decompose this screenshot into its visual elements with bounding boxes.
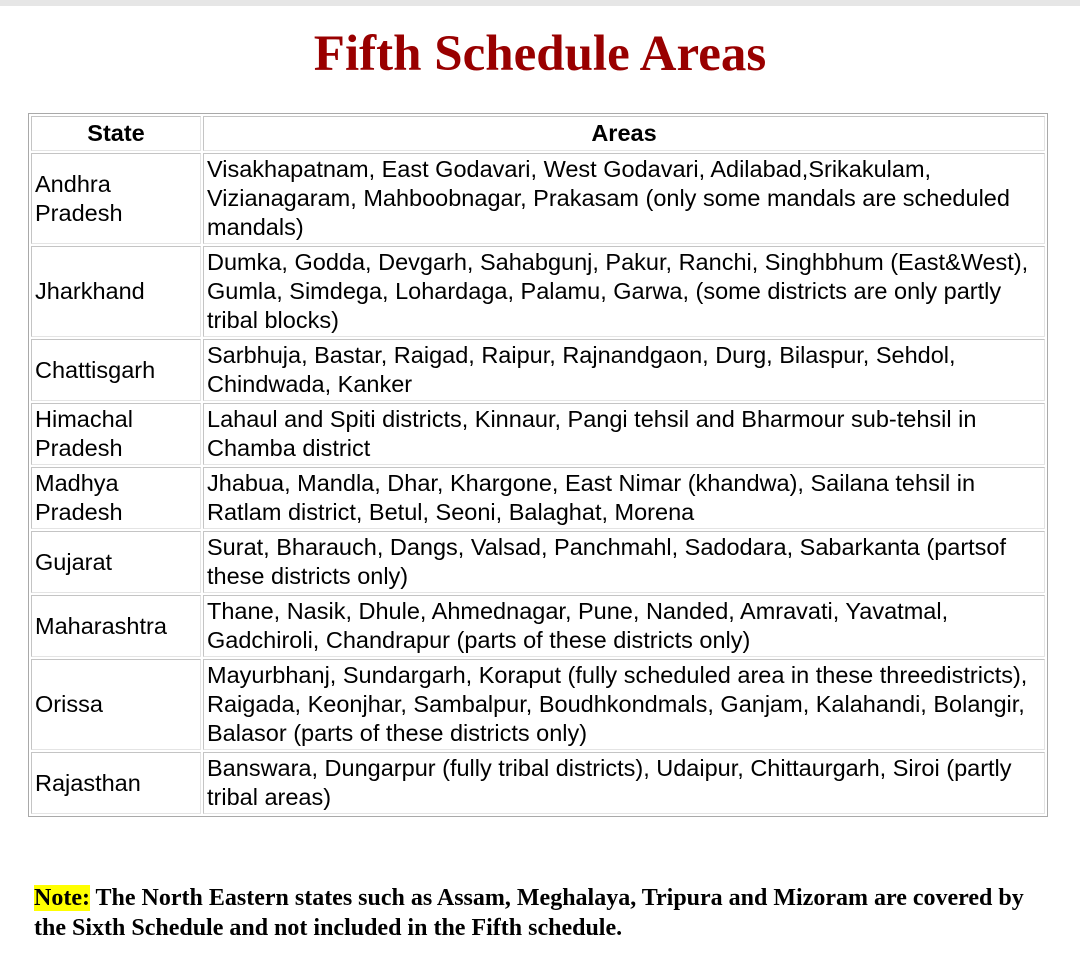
table-row xyxy=(31,339,1045,401)
areas-cell: Jhabua, Mandla, Dhar, Khargone, East Nimar (khandwa), Sailana tehsil in Ratlam district, Betul, Seoni, Balaghat, Morena xyxy=(203,467,1045,529)
areas-cell: Sarbhuja, Bastar, Raigad, Raipur, Rajnandgaon, Durg, Bilaspur, Sehdol, Chindwada, Kanker xyxy=(203,339,1045,401)
state-cell: Rajasthan xyxy=(31,752,201,814)
state-cell: Gujarat xyxy=(31,531,201,593)
table-row xyxy=(31,246,1045,337)
state-cell: Maharashtra xyxy=(31,595,201,657)
table-row xyxy=(31,467,1045,529)
state-cell: Orissa xyxy=(31,659,201,750)
areas-cell: Dumka, Godda, Devgarh, Sahabgunj, Pakur, Ranchi, Singhbhum (East&West), Gumla, Simdega, Lohardaga, Palamu, Garwa, (some districts are only partly tribal blocks) xyxy=(203,246,1045,337)
table-row xyxy=(31,531,1045,593)
table-row xyxy=(31,752,1045,814)
schedule-areas-table xyxy=(28,113,1048,817)
header-areas: Areas xyxy=(203,116,1045,151)
header-state: State xyxy=(31,116,201,151)
areas-cell: Visakhapatnam, East Godavari, West Godavari, Adilabad,Srikakulam, Vizianagaram, Mahboobnagar, Prakasam (only some mandals are scheduled mandals) xyxy=(203,153,1045,244)
areas-cell: Lahaul and Spiti districts, Kinnaur, Pangi tehsil and Bharmour sub-tehsil in Chamba district xyxy=(203,403,1045,465)
state-cell: Himachal Pradesh xyxy=(31,403,201,465)
table-row xyxy=(31,659,1045,750)
page-title: Fifth Schedule Areas xyxy=(313,26,767,82)
table-header-row xyxy=(31,116,1045,151)
state-cell: Jharkhand xyxy=(31,246,201,337)
table-row xyxy=(31,403,1045,465)
areas-cell: Banswara, Dungarpur (fully tribal districts), Udaipur, Chittaurgarh, Siroi (partly tribal areas) xyxy=(203,752,1045,814)
areas-cell: Surat, Bharauch, Dangs, Valsad, Panchmahl, Sadodara, Sabarkanta (partsof these districts only) xyxy=(203,531,1045,593)
top-strip xyxy=(0,0,1080,6)
footnote xyxy=(34,883,1044,943)
areas-cell: Mayurbhanj, Sundargarh, Koraput (fully scheduled area in these threedistricts), Raigada, Keonjhar, Sambalpur, Boudhkondmals, Ganjam, Kalahandi, Bolangir, Balasor (parts of these districts only) xyxy=(203,659,1045,750)
state-cell: Madhya Pradesh xyxy=(31,467,201,529)
table-row xyxy=(31,595,1045,657)
state-cell: Andhra Pradesh xyxy=(31,153,201,244)
state-cell: Chattisgarh xyxy=(31,339,201,401)
areas-cell: Thane, Nasik, Dhule, Ahmednagar, Pune, Nanded, Amravati, Yavatmal, Gadchiroli, Chandrapur (parts of these districts only) xyxy=(203,595,1045,657)
note-label: Note: xyxy=(34,885,90,911)
table-row xyxy=(31,153,1045,244)
note-text: The North Eastern states such as Assam, Meghalaya, Tripura and Mizoram are covered by the Sixth Schedule and not included in the Fifth schedule. xyxy=(34,885,1024,941)
